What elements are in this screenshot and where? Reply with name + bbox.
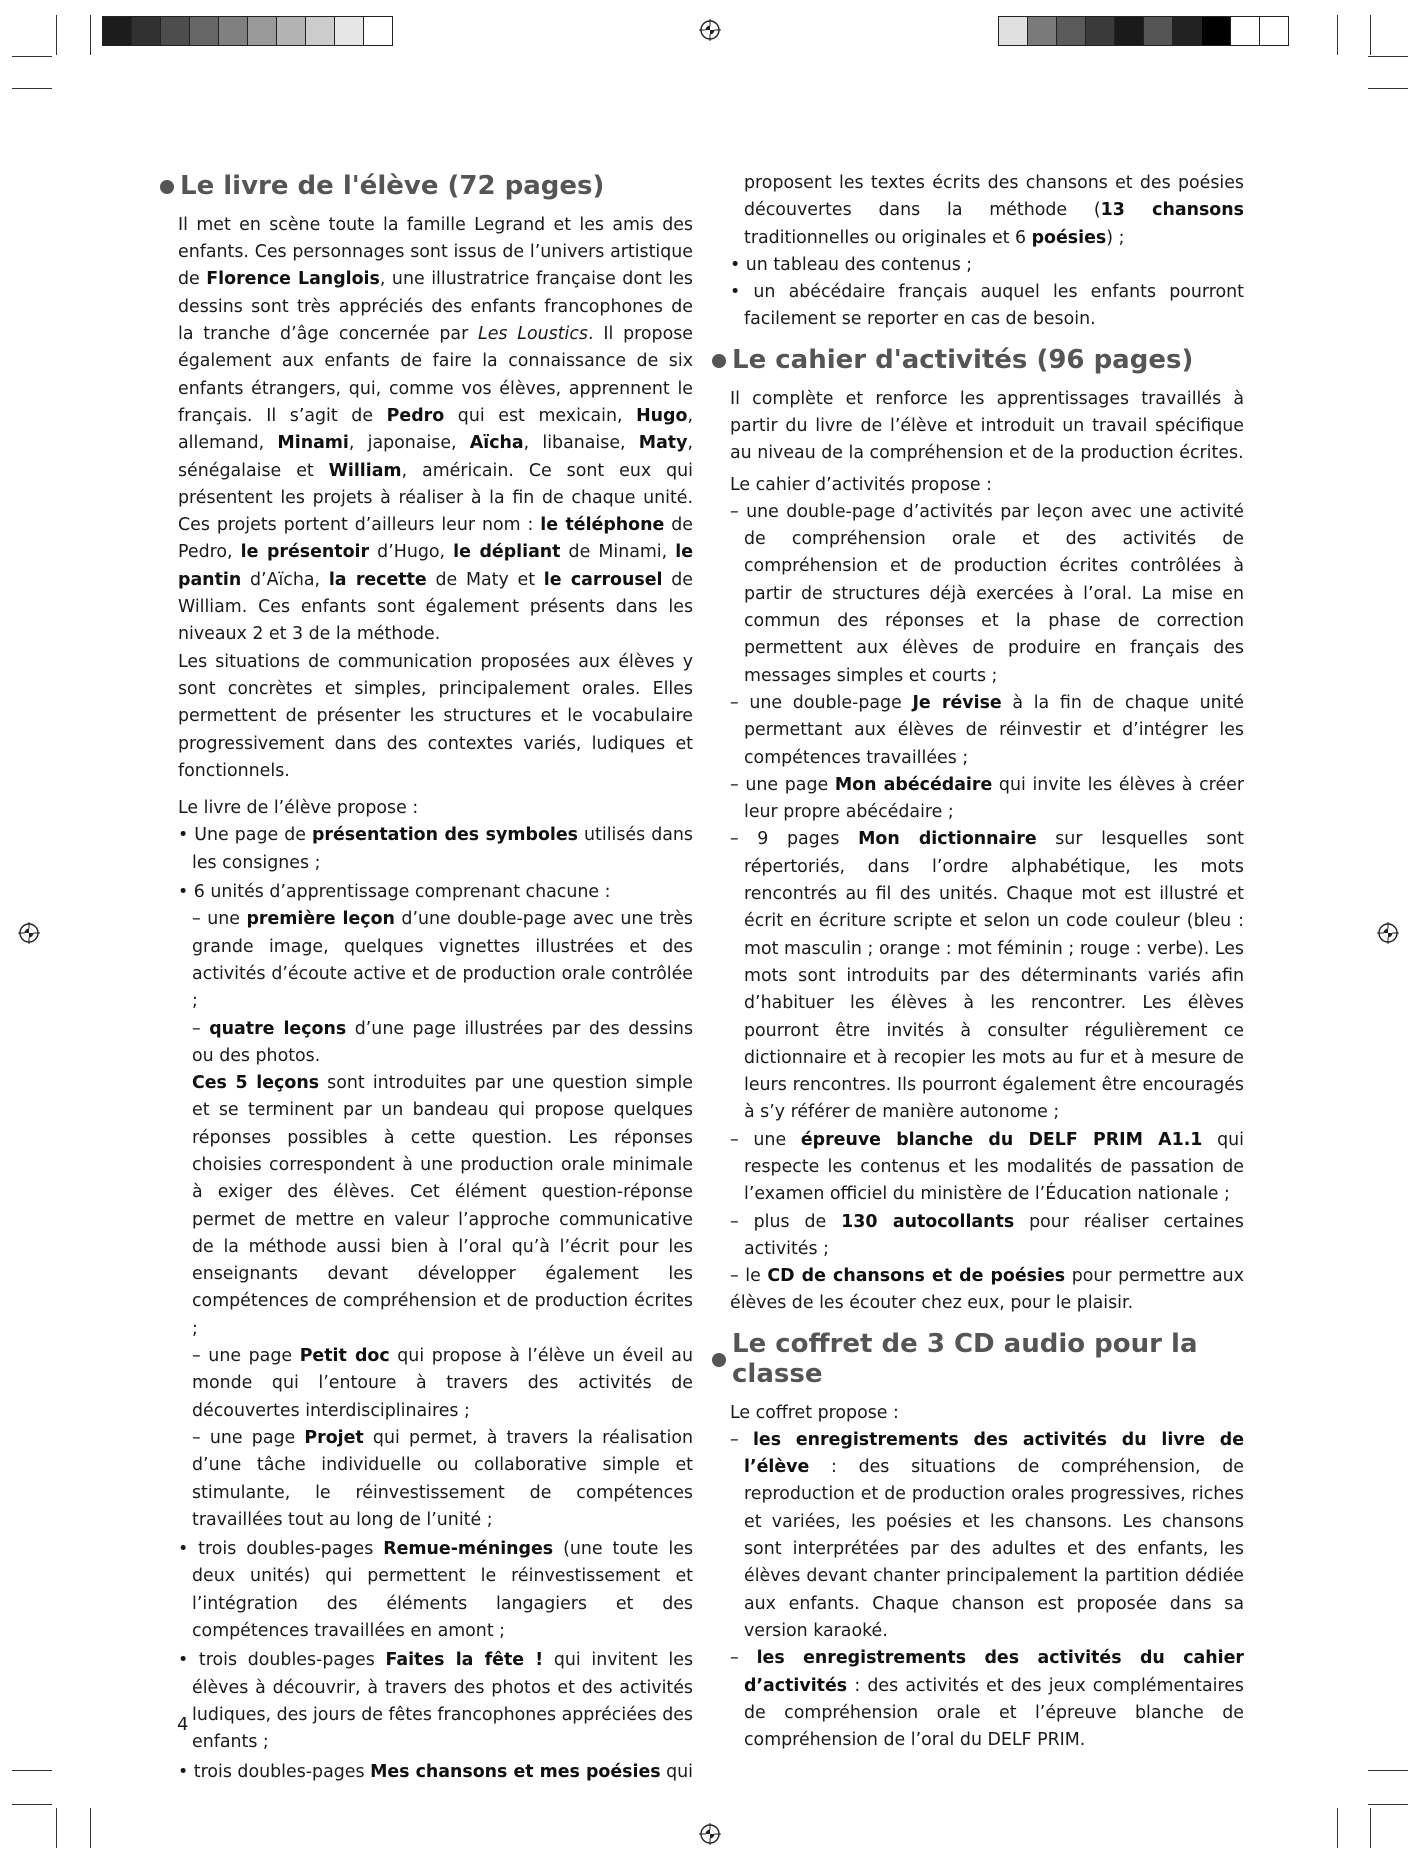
list-item: • trois doubles-pages Remue-méninges (une toute les deux unités) qui permettent le réinvestissement et l’intégration des éléments langagiers et des compétences travaillées en amont ; [178,1539,694,1642]
list-item: • un abécédaire français auquel les enfants pourront facilement se reporter en cas de besoin. [730,282,1244,330]
color-swatch [219,17,248,45]
crop-mark [1368,1804,1408,1805]
color-swatch [103,17,132,45]
color-swatch [1202,17,1231,45]
section-heading-livre [160,172,693,202]
color-swatch [1028,17,1057,45]
list-item: • 6 unités d’apprentissage comprenant chacune : [178,882,611,903]
color-swatch [306,17,335,45]
page-number: 4 [177,1714,189,1735]
crop-mark [90,15,91,55]
right-column [712,170,1244,1754]
heading-text: Le coffret de 3 CD audio pour la classe [732,1328,1198,1389]
section-heading-cahier [712,346,1244,376]
heading-text: Le cahier d'activités (96 pages) [732,344,1194,375]
list-item: – une épreuve blanche du DELF PRIM A1.1 qui respecte les contenus et les modalités de passation de l’examen officiel du ministère de l’Éducation nationale ; [730,1129,1244,1205]
color-calibration-bar-left [102,16,393,46]
registration-mark-icon [699,19,721,41]
color-swatch [364,17,392,45]
list-subitem: – une première leçon d’une double-page avec une très grande image, quelques vignettes illustrées et des activités d’écoute active et de production orale contrôlée ; [192,909,693,1012]
color-swatch [161,17,190,45]
paragraph-cahier-intro: Il complète et renforce les apprentissages travaillés à partir du livre de l’élève et introduit un travail spécifique au niveau de la compréhension et de la production écrites. [730,388,1244,464]
list-item: • Une page de présentation des symboles utilisés dans les consignes ; [178,825,693,873]
paragraph-propose: Le livre de l’élève propose : [178,798,419,819]
list-item: • un tableau des contenus ; [730,254,973,275]
list-subitem: Ces 5 leçons sont introduites par une question simple et se terminent par un bandeau qui propose quelques réponses possibles à cette question. Les réponses choisies correspondent à une production orale minimale à exiger des élèves. Cet élément question-réponse permet de mettre en valeur l’approche communicative de la méthode aussi bien à l’oral qu’à l’écrit pour les enseignants devant développer également les compétences de compréhension et de production écrites ; [192,1073,693,1339]
bullet-dot-icon [160,180,174,194]
crop-mark [1337,1808,1338,1848]
crop-mark [1370,15,1371,55]
color-swatch [1115,17,1144,45]
paragraph-propose: Le coffret propose : [730,1402,899,1423]
list-item: – les enregistrements des activités du cahier d’activités : des activités et des jeux complémentaires de compréhension orale et l’épreuve blanche de compréhension de l’oral du DELF PRIM. [730,1648,1244,1751]
list-item: – le CD de chansons et de poésies pour permettre aux élèves de les écouter chez eux, pour le plaisir. [730,1266,1244,1314]
list-item: – les enregistrements des activités du livre de l’élève : des situations de compréhension, de reproduction et de production orales progressives, riches et variées, les poésies et les chansons. Les chansons sont interprétées par des adultes et des enfants, les élèves devant chanter principalement la partition dédiée aux enfants. Chaque chanson est proposée dans sa version karaoké. [730,1429,1244,1641]
color-swatch [248,17,277,45]
crop-mark [90,1808,91,1848]
crop-mark [1370,1808,1371,1848]
crop-mark [12,1770,52,1771]
registration-mark-icon [1377,922,1399,944]
color-swatch [132,17,161,45]
color-calibration-bar-right [998,16,1289,46]
crop-mark [12,56,52,57]
color-swatch [1173,17,1202,45]
list-item: • trois doubles-pages Faites la fête ! qui invitent les élèves à découvrir, à travers des photos et des activités ludiques, des jours de fêtes francophones appréciées des enfants ; [178,1650,694,1753]
list-item-continued: proposent les textes écrits des chansons et des poésies découvertes dans la méthode (13 chansons traditionnelles ou originales et 6 poésies) ; [744,173,1244,248]
paragraph-propose: Le cahier d’activités propose : [730,474,992,495]
list-item: – 9 pages Mon dictionnaire sur lesquelles sont répertoriés, dans l’ordre alphabétique, les mots rencontrés au fil des unités. Chaque mot est illustré et écrit en écriture scripte et selon un code couleur (bleu : mot masculin ; orange : mot féminin ; rouge : verbe). Les mots sont introduits par des déterminants variés afin d’habituer les élèves à les rencontrer. Les élèves pourront être invités à consulter régulièrement ce dictionnaire et à recopier les mots au fur et à mesure de leurs rencontres. Ils pourront également être encouragés à s’y référer de manière autonome ; [730,829,1244,1123]
bullet-dot-icon [712,1353,726,1367]
list-subitem: – une page Projet qui permet, à travers la réalisation d’une tâche individuelle ou collaborative simple et stimulante, le réinvestissement de compétences travaillées tout au long de l’unité ; [192,1427,693,1530]
color-swatch [1231,17,1260,45]
crop-mark [56,1808,57,1848]
crop-mark [1368,1770,1408,1771]
crop-mark [56,15,57,55]
heading-text: Le livre de l'élève (72 pages) [180,171,605,201]
color-swatch [190,17,219,45]
list-subitem: – quatre leçons d’une page illustrées par des dessins ou des photos. [192,1018,693,1066]
list-subitem: – une page Petit doc qui propose à l’élève un éveil au monde qui l’entoure à travers des activités de découvertes interdisciplinaires ; [192,1346,693,1421]
bullet-dot-icon [712,354,726,368]
list-item: – une page Mon abécédaire qui invite les élèves à créer leur propre abécédaire ; [730,774,1244,823]
list-item: – une double-page d’activités par leçon avec une activité de compréhension orale et des activités de compréhension et de production écrites contrôlées à partir de structures déjà exercées à l’oral. La mise en commun des réponses et la phase de correction permettent aux élèves de produire en français des messages simples et courts ; [730,501,1244,686]
registration-mark-icon [18,922,40,944]
paragraph-situations: Les situations de communication proposées aux élèves y sont concrètes et simples, principalement orales. Elles permettent de présenter les structures et le vocabulaire progressivement dans des contextes variés, ludiques et fonctionnels. [178,651,693,781]
color-swatch [1086,17,1115,45]
left-column [160,172,693,1786]
list-item: • trois doubles-pages Mes chansons et mes poésies qui [178,1761,694,1782]
crop-mark [12,1804,52,1805]
color-swatch [335,17,364,45]
list-item: – une double-page Je révise à la fin de chaque unité permettant aux élèves de réinvestir et d’intégrer les compétences travaillées ; [730,692,1244,768]
color-swatch [277,17,306,45]
registration-mark-icon [699,1823,721,1845]
color-swatch [1144,17,1173,45]
paragraph-intro: Il met en scène toute la famille Legrand et les amis des enfants. Ces personnages sont issus de l’univers artistique de Florence Langlois, une illustratrice française dont les dessins sont très appréciés des enfants francophones de la tranche d’âge concernée par Les Loustics. Il propose également aux enfants de faire la connaissance de six enfants étrangers, qui, comme vos élèves, apprennent le français. Il s’agit de Pedro qui est mexicain, Hugo, allemand, Minami, japonaise, Aïcha, libanaise, Maty, sénégalaise et William, américain. Ce sont eux qui présentent les projets à réaliser à la fin de chaque unité. Ces projets portent d’ailleurs leur nom : le téléphone de Pedro, le présentoir d’Hugo, le dépliant de Minami, le pantin d’Aïcha, la recette de Maty et le carrousel de William. Ces enfants sont également présents dans les niveaux 2 et 3 de la méthode. [178,214,693,645]
list-item: – plus de 130 autocollants pour réaliser certaines activités ; [730,1211,1244,1259]
color-swatch [1057,17,1086,45]
section-heading-coffret [712,1330,1244,1390]
color-swatch [1260,17,1288,45]
crop-mark [12,88,52,89]
crop-mark [1337,15,1338,55]
color-swatch [999,17,1028,45]
crop-mark [1368,56,1408,57]
crop-mark [1368,88,1408,89]
